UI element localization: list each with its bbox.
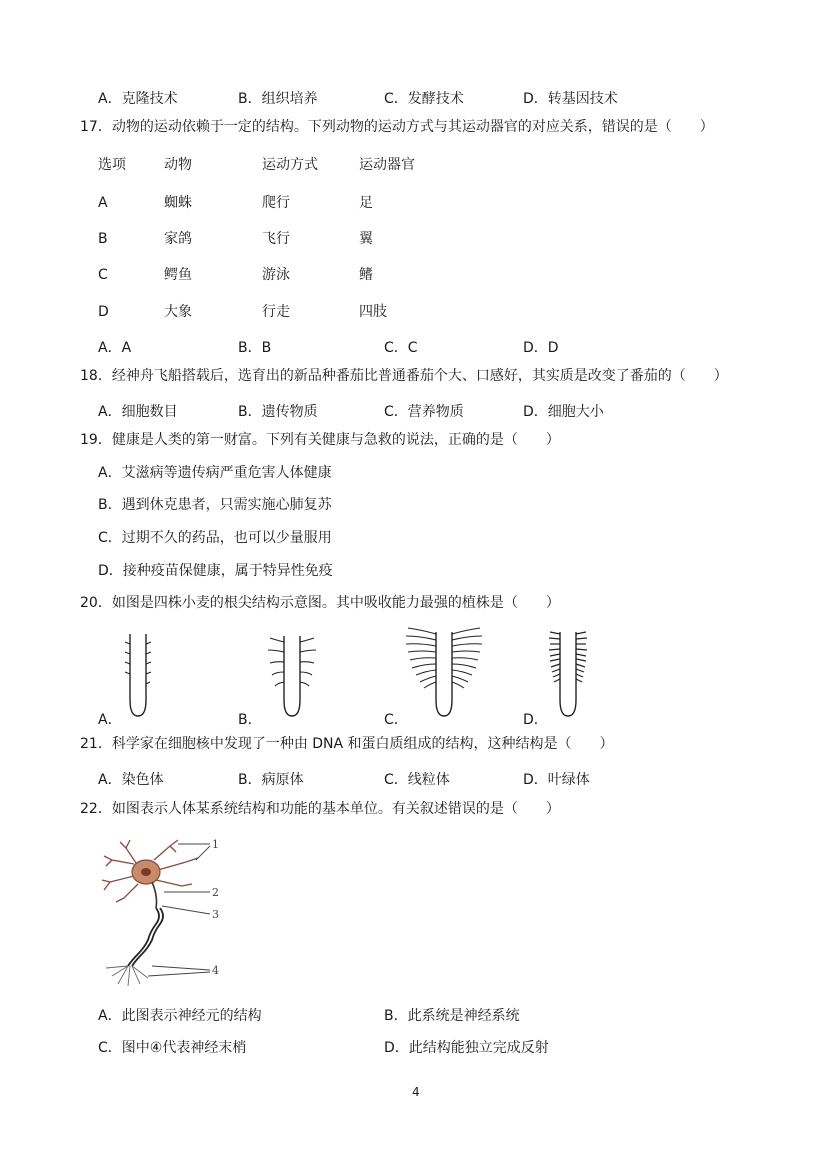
- q17-row-a-animal: 蜘蛛: [164, 195, 192, 211]
- q17-row-d-mode: 行走: [262, 304, 290, 320]
- q17-row-a-mode: 爬行: [262, 195, 290, 211]
- q21-option-b: B．病原体: [238, 772, 304, 788]
- q16-option-c: C．发酵技术: [384, 91, 464, 107]
- root-tip-figure-b: [258, 630, 328, 720]
- q18-option-c: C．营养物质: [384, 404, 464, 420]
- q16-option-b: B．组织培养: [238, 91, 318, 107]
- neuron-label-3: 3: [212, 908, 219, 921]
- q22-option-b: B．此系统是神经系统: [384, 1008, 520, 1024]
- q17-option-b: B．B: [238, 340, 272, 356]
- q22-option-d: D．此结构能独立完成反射: [384, 1040, 549, 1056]
- q17-header-organ: 运动器官: [359, 157, 415, 173]
- q17-row-c-animal: 鳄鱼: [164, 267, 192, 283]
- q21-stem: 21．科学家在细胞核中发现了一种由 DNA 和蛋白质组成的结构，这种结构是（ ）: [80, 736, 614, 752]
- neuron-label-1: 1: [212, 838, 219, 851]
- q21-option-c: C．线粒体: [384, 772, 450, 788]
- q21-option-d: D．叶绿体: [523, 772, 590, 788]
- q17-row-a-option: A: [98, 195, 108, 211]
- q18-option-d: D．细胞大小: [523, 404, 604, 420]
- q19-option-b: B．遇到休克患者，只需实施心肺复苏: [98, 497, 332, 513]
- q20-label-b: B．: [238, 712, 262, 728]
- q17-row-b-option: B: [98, 231, 108, 247]
- q17-header-animal: 动物: [164, 157, 192, 173]
- neuron-figure: [98, 836, 228, 996]
- q21-option-a: A．染色体: [98, 772, 164, 788]
- q20-label-d: D．: [523, 712, 548, 728]
- q17-header-option: 选项: [98, 157, 126, 173]
- page-number: 4: [412, 1085, 420, 1099]
- neuron-label-4: 4: [212, 964, 219, 977]
- q17-row-a-organ: 足: [359, 195, 373, 211]
- q17-row-c-option: C: [98, 267, 108, 283]
- q17-header-mode: 运动方式: [262, 157, 318, 173]
- q18-option-b: B．遗传物质: [238, 404, 318, 420]
- q17-row-d-animal: 大象: [164, 304, 192, 320]
- q22-stem: 22．如图表示人体某系统结构和功能的基本单位。有关叙述错误的是（ ）: [80, 801, 560, 817]
- q17-row-b-mode: 飞行: [262, 231, 290, 247]
- neuron-label-2: 2: [212, 886, 219, 899]
- q17-stem: 17．动物的运动依赖于一定的结构。下列动物的运动方式与其运动器官的对应关系，错误的是（ ）: [80, 119, 714, 135]
- q20-label-a: A．: [98, 712, 122, 728]
- q18-options: [98, 401, 738, 420]
- q17-option-d: D．D: [523, 340, 559, 356]
- root-tip-figure-c: [400, 626, 490, 720]
- q22-option-a: A．此图表示神经元的结构: [98, 1008, 262, 1024]
- q19-option-a: A．艾滋病等遗传病严重危害人体健康: [98, 465, 332, 481]
- q17-row-b-animal: 家鸽: [164, 231, 192, 247]
- q17-row-d-organ: 四肢: [359, 304, 387, 320]
- q17-row-b-organ: 翼: [359, 231, 373, 247]
- q17-row-c-organ: 鳍: [359, 267, 373, 283]
- q20-stem: 20．如图是四株小麦的根尖结构示意图。其中吸收能力最强的植株是（ ）: [80, 595, 560, 611]
- q20-label-c: C．: [384, 712, 408, 728]
- q19-option-c: C．过期不久的药品，也可以少量服用: [98, 530, 332, 546]
- q22-option-c: C．图中④代表神经末梢: [98, 1040, 247, 1056]
- q17-options: [98, 337, 738, 356]
- q18-stem: 18．经神舟飞船搭载后，选育出的新品种番茄比普通番茄个大、口感好，其实质是改变了番茄的（ ）: [80, 368, 728, 384]
- q17-option-a: A．A: [98, 340, 132, 356]
- q16-option-a: A．克隆技术: [98, 91, 178, 107]
- q20-figure-labels: [98, 709, 738, 728]
- root-tip-figure-a: [110, 630, 170, 720]
- q19-stem: 19．健康是人类的第一财富。下列有关健康与急救的说法，正确的是（ ）: [80, 432, 560, 448]
- q17-row-d-option: D: [98, 304, 109, 320]
- q17-row-c-mode: 游泳: [262, 267, 290, 283]
- root-tip-figure-d: [540, 628, 600, 720]
- q16-options: [98, 88, 738, 107]
- q17-option-c: C．C: [384, 340, 418, 356]
- q18-option-a: A．细胞数目: [98, 404, 178, 420]
- q16-option-d: D．转基因技术: [523, 91, 618, 107]
- q21-options: [98, 769, 738, 788]
- q19-option-d: D．接种疫苗保健康，属于特异性免疫: [98, 563, 333, 579]
